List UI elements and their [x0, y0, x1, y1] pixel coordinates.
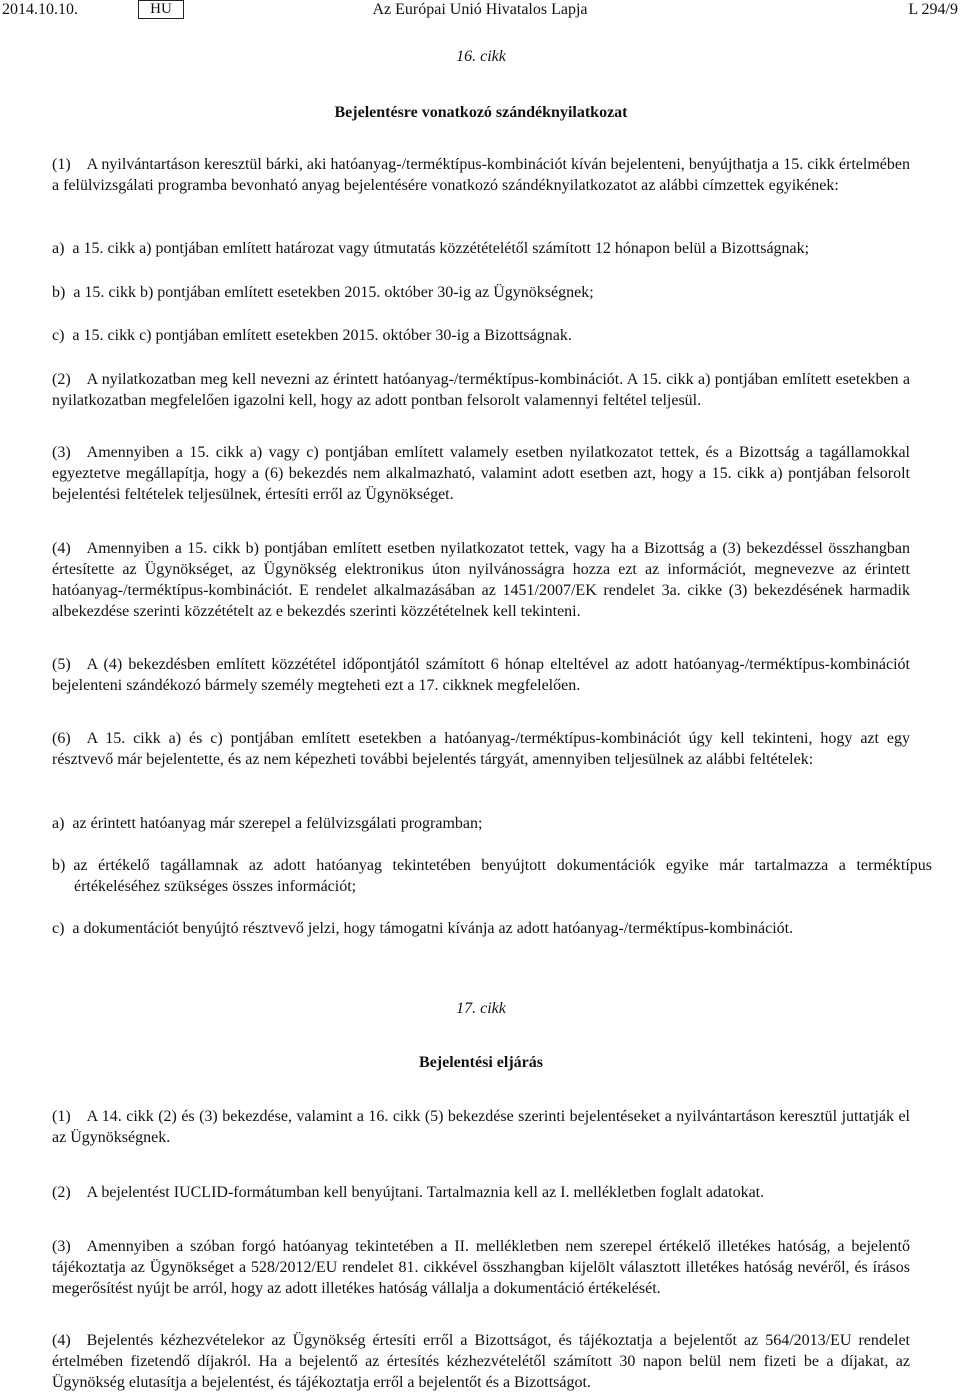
article-16-point-b: b) a 15. cikk b) pontjában említett esetekben 2015. október 30-ig az Ügynökségnek;: [52, 284, 594, 301]
article-16-paragraph-6-point-a: a) az érintett hatóanyag már szerepel a felülvizsgálati programban;: [52, 815, 483, 832]
article-16-point-a: a) a 15. cikk a) pontjában említett határozat vagy útmutatás közzétételétől számított 12 hónapon belül a Bizottságnak;: [52, 240, 810, 257]
article-17-paragraph-3: (3) Amennyiben a szóban forgó hatóanyag tekintetében a II. mellékletben nem szerepel értékelő illetékes hatóság, a bejelentő tájékoztatja az Ügynökséget a 528/2012/EU rendelet 81. cikkével összhangban kijelölt választott illetékes hatóság nevéről, és írásos megerősítést nyújt be arról, hogy az adott illetékes hatóság vállalja a dokumentáció értékelését.: [52, 1238, 910, 1297]
article-16-point-c: c) a 15. cikk c) pontjában említett esetekben 2015. október 30-ig a Bizottságnak.: [52, 327, 572, 344]
publication-date: 2014.10.10.: [2, 1, 78, 18]
article-16-number: 16. cikk: [456, 48, 506, 65]
article-16-paragraph-3: (3) Amennyiben a 15. cikk a) vagy c) pontjában említett valamely esetben nyilatkozatot tettek, és a Bizottság a tagállamokkal egyeztetve megállapítja, hogy a (6) bekezdés nem alkalmazható, valamint adott esetben azt, hogy a 15. cikk a) pontjában felsorolt bejelentési feltételek teljesülnek, értesíti erről az Ügynökséget.: [52, 444, 910, 503]
article-17-paragraph-1: (1) A 14. cikk (2) és (3) bekezdése, valamint a 16. cikk (5) bekezdése szerinti bejelentéseket a nyilvántartáson keresztül juttatják el az Ügynökségnek.: [52, 1108, 910, 1146]
page-header: [2, 0, 958, 22]
article-16-paragraph-5: (5) A (4) bekezdésben említett közzététel időpontjától számított 6 hónap elteltével az adott hatóanyag-/terméktípus-kombinációt bejelenteni szándékozó bármely személy megteheti ezt a 17. cikknek megfelelően.: [52, 656, 910, 694]
article-16-paragraph-4: (4) Amennyiben a 15. cikk b) pontjában említett esetben nyilatkozatot tettek, vagy ha a Bizottság a (3) bekezdéssel összhangban értesítette az Ügynökséget, az Ügynökség elektronikus úton nyilvánosságra hozza ezt az információt, megnevezve az érintett hatóanyag-/terméktípus-kombinációt. E rendelet alkalmazásában az 1451/2007/EK rendelet 3a. cikke (3) bekezdésének harmadik albekezdése szerinti közzétételt az e bekezdés szerinti közzétételnek kell tekinteni.: [52, 540, 910, 620]
language-badge: HU: [138, 0, 184, 19]
article-17-title: Bejelentési eljárás: [419, 1054, 543, 1071]
article-17-paragraph-2: (2) A bejelentést IUCLID-formátumban kell benyújtani. Tartalmaznia kell az I. mellékletben foglalt adatokat.: [52, 1184, 765, 1201]
article-16-paragraph-2: (2) A nyilatkozatban meg kell nevezni az érintett hatóanyag-/terméktípus-kombinációt. A 15. cikk a) pontjában említett esetekben a nyilatkozatban megfelelően igazolni kell, hogy az adott pontban felsorolt valamennyi feltétel teljesül.: [52, 371, 910, 409]
article-17-paragraph-4: (4) Bejelentés kézhezvételekor az Ügynökség értesíti erről a Bizottságot, és tájékoztatja a bejelentőt az 564/2013/EU rendelet értelmében fizetendő díjakról. Ha a bejelentő az értesítés kézhezvételétől számított 30 napon belül nem fizeti be a díjakat, az Ügynökség elutasítja a bejelentést, és tájékoztatja erről a bejelentőt és a Bizottságot.: [52, 1332, 910, 1391]
article-16-paragraph-6-point-b: b) az értékelő tagállamnak az adott hatóanyag tekintetében benyújtott dokumentációk egyike már tartalmazza a terméktípus értékeléséhez szükséges összes információt;: [52, 857, 932, 895]
article-16-title: Bejelentésre vonatkozó szándéknyilatkozat: [334, 104, 628, 121]
article-16-paragraph-1: (1) A nyilvántartáson keresztül bárki, aki hatóanyag-/terméktípus-kombinációt kíván bejelenteni, benyújthatja a 15. cikk értelmében a felülvizsgálati programba bevonható anyag bejelentésére vonatkozó szándéknyilatkozatot az alábbi címzettek egyikének:: [52, 156, 910, 194]
article-17-number: 17. cikk: [456, 1000, 506, 1017]
article-16-paragraph-6-point-c: c) a dokumentációt benyújtó résztvevő jelzi, hogy támogatni kívánja az adott hatóanyag-/terméktípus-kombinációt.: [52, 920, 794, 937]
article-16-paragraph-6: (6) A 15. cikk a) és c) pontjában említett esetekben a hatóanyag-/terméktípus-kombinációt úgy kell tekinteni, hogy azt egy résztvevő már bejelentette, és az nem képezheti további bejelentés tárgyát, amennyiben teljesülnek az alábbi feltételek:: [52, 730, 910, 768]
journal-title: Az Európai Unió Hivatalos Lapja: [372, 1, 588, 18]
page-number: L 294/9: [908, 1, 958, 18]
